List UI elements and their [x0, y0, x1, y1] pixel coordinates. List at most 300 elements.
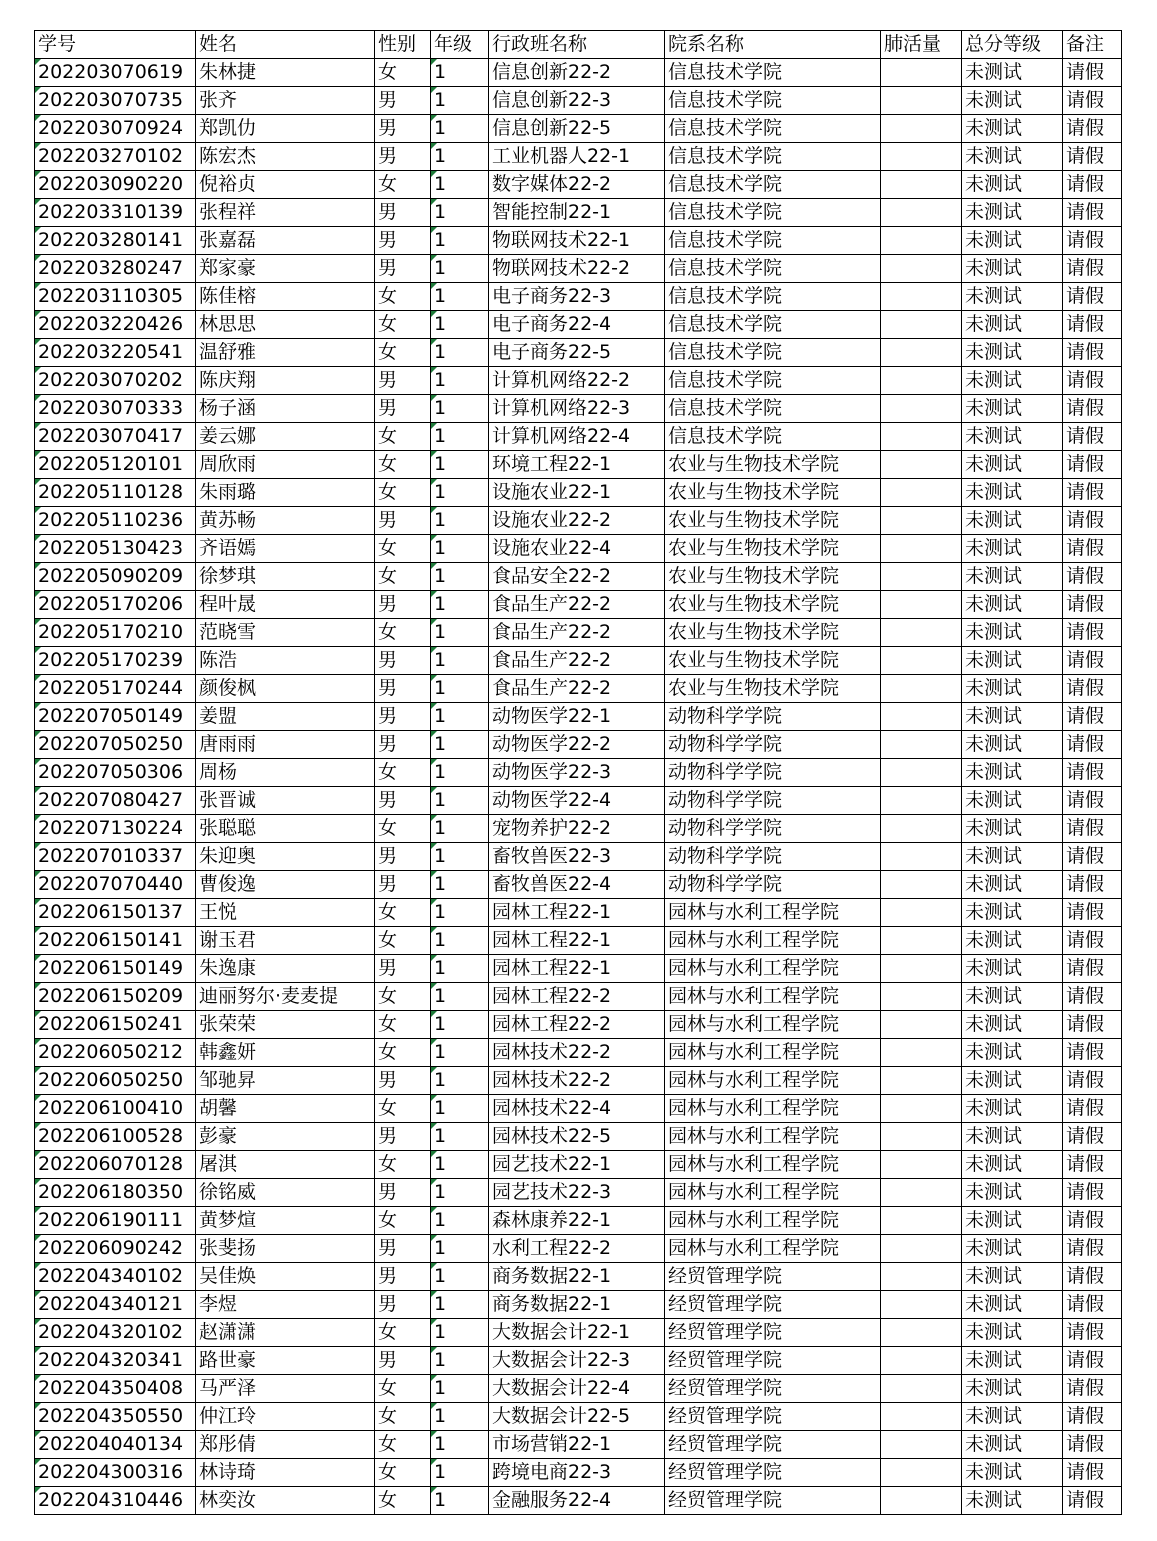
header-total-level: 总分等级	[962, 31, 1063, 59]
cell-grade: 1	[431, 143, 489, 171]
cell-department: 农业与生物技术学院	[665, 563, 881, 591]
cell-total-level: 未测试	[962, 143, 1063, 171]
cell-class: 园林技术22-2	[489, 1067, 665, 1095]
cell-lung-capacity	[881, 563, 962, 591]
table-row	[35, 367, 1122, 395]
header-gender: 性别	[375, 31, 431, 59]
cell-grade: 1	[431, 507, 489, 535]
cell-gender: 男	[375, 675, 431, 703]
cell-student-id: 202206150141	[35, 927, 196, 955]
cell-total-level: 未测试	[962, 87, 1063, 115]
cell-department: 信息技术学院	[665, 227, 881, 255]
cell-department: 信息技术学院	[665, 59, 881, 87]
cell-class: 设施农业22-4	[489, 535, 665, 563]
cell-gender: 男	[375, 1263, 431, 1291]
cell-student-id: 202203070333	[35, 395, 196, 423]
cell-remarks: 请假	[1063, 1123, 1122, 1151]
cell-remarks: 请假	[1063, 479, 1122, 507]
cell-department: 园林与水利工程学院	[665, 1011, 881, 1039]
cell-total-level: 未测试	[962, 1459, 1063, 1487]
table-row	[35, 255, 1122, 283]
cell-grade: 1	[431, 759, 489, 787]
cell-student-id: 202206190111	[35, 1207, 196, 1235]
cell-department: 农业与生物技术学院	[665, 619, 881, 647]
table-row	[35, 1151, 1122, 1179]
cell-lung-capacity	[881, 1459, 962, 1487]
cell-remarks: 请假	[1063, 1459, 1122, 1487]
cell-student-id: 202207080427	[35, 787, 196, 815]
cell-student-id: 202203090220	[35, 171, 196, 199]
cell-class: 园艺技术22-3	[489, 1179, 665, 1207]
cell-class: 计算机网络22-4	[489, 423, 665, 451]
table-row	[35, 1375, 1122, 1403]
cell-grade: 1	[431, 1431, 489, 1459]
cell-lung-capacity	[881, 1039, 962, 1067]
cell-name: 周杨	[196, 759, 375, 787]
cell-grade: 1	[431, 1403, 489, 1431]
cell-gender: 男	[375, 1123, 431, 1151]
cell-total-level: 未测试	[962, 59, 1063, 87]
cell-grade: 1	[431, 423, 489, 451]
cell-department: 信息技术学院	[665, 87, 881, 115]
cell-gender: 女	[375, 1039, 431, 1067]
cell-total-level: 未测试	[962, 927, 1063, 955]
cell-remarks: 请假	[1063, 143, 1122, 171]
cell-grade: 1	[431, 871, 489, 899]
table-row	[35, 983, 1122, 1011]
cell-student-id: 202205110236	[35, 507, 196, 535]
cell-gender: 男	[375, 227, 431, 255]
cell-department: 经贸管理学院	[665, 1291, 881, 1319]
cell-total-level: 未测试	[962, 1319, 1063, 1347]
cell-grade: 1	[431, 479, 489, 507]
cell-remarks: 请假	[1063, 1291, 1122, 1319]
cell-grade: 1	[431, 255, 489, 283]
cell-gender: 女	[375, 1487, 431, 1515]
cell-department: 园林与水利工程学院	[665, 927, 881, 955]
cell-gender: 男	[375, 843, 431, 871]
cell-student-id: 202207050306	[35, 759, 196, 787]
cell-total-level: 未测试	[962, 1179, 1063, 1207]
cell-name: 杨子涵	[196, 395, 375, 423]
cell-lung-capacity	[881, 1487, 962, 1515]
cell-gender: 男	[375, 1291, 431, 1319]
cell-student-id: 202204350550	[35, 1403, 196, 1431]
cell-name: 周欣雨	[196, 451, 375, 479]
header-row	[35, 31, 1122, 59]
table-row	[35, 563, 1122, 591]
table-row	[35, 171, 1122, 199]
cell-remarks: 请假	[1063, 703, 1122, 731]
table-row	[35, 59, 1122, 87]
cell-grade: 1	[431, 675, 489, 703]
cell-student-id: 202203280247	[35, 255, 196, 283]
cell-gender: 男	[375, 115, 431, 143]
cell-name: 陈庆翔	[196, 367, 375, 395]
header-lung-capacity: 肺活量	[881, 31, 962, 59]
table-row	[35, 143, 1122, 171]
cell-name: 郑彤倩	[196, 1431, 375, 1459]
cell-class: 食品生产22-2	[489, 619, 665, 647]
cell-grade: 1	[431, 1179, 489, 1207]
cell-grade: 1	[431, 59, 489, 87]
cell-class: 大数据会计22-1	[489, 1319, 665, 1347]
cell-class: 园林技术22-2	[489, 1039, 665, 1067]
cell-remarks: 请假	[1063, 451, 1122, 479]
cell-gender: 女	[375, 1319, 431, 1347]
cell-gender: 女	[375, 479, 431, 507]
cell-total-level: 未测试	[962, 1347, 1063, 1375]
cell-grade: 1	[431, 1095, 489, 1123]
table-row	[35, 1291, 1122, 1319]
cell-grade: 1	[431, 843, 489, 871]
cell-gender: 女	[375, 311, 431, 339]
cell-lung-capacity	[881, 955, 962, 983]
table-row	[35, 451, 1122, 479]
cell-lung-capacity	[881, 423, 962, 451]
cell-student-id: 202203310139	[35, 199, 196, 227]
cell-total-level: 未测试	[962, 339, 1063, 367]
cell-name: 张嘉磊	[196, 227, 375, 255]
cell-class: 商务数据22-1	[489, 1263, 665, 1291]
cell-name: 黄梦煊	[196, 1207, 375, 1235]
cell-total-level: 未测试	[962, 507, 1063, 535]
cell-lung-capacity	[881, 1067, 962, 1095]
cell-grade: 1	[431, 451, 489, 479]
cell-remarks: 请假	[1063, 647, 1122, 675]
cell-total-level: 未测试	[962, 815, 1063, 843]
cell-name: 张齐	[196, 87, 375, 115]
cell-department: 园林与水利工程学院	[665, 955, 881, 983]
cell-class: 计算机网络22-2	[489, 367, 665, 395]
cell-department: 信息技术学院	[665, 283, 881, 311]
cell-class: 动物医学22-2	[489, 731, 665, 759]
cell-student-id: 202206150209	[35, 983, 196, 1011]
table-row	[35, 1095, 1122, 1123]
cell-class: 大数据会计22-4	[489, 1375, 665, 1403]
table-row	[35, 1011, 1122, 1039]
cell-remarks: 请假	[1063, 1151, 1122, 1179]
cell-total-level: 未测试	[962, 479, 1063, 507]
cell-lung-capacity	[881, 339, 962, 367]
cell-name: 朱逸康	[196, 955, 375, 983]
cell-class: 电子商务22-4	[489, 311, 665, 339]
cell-lung-capacity	[881, 1431, 962, 1459]
cell-total-level: 未测试	[962, 395, 1063, 423]
cell-grade: 1	[431, 339, 489, 367]
table-row	[35, 1319, 1122, 1347]
cell-grade: 1	[431, 815, 489, 843]
cell-grade: 1	[431, 1459, 489, 1487]
table-row	[35, 843, 1122, 871]
cell-remarks: 请假	[1063, 619, 1122, 647]
cell-class: 水利工程22-2	[489, 1235, 665, 1263]
cell-name: 陈浩	[196, 647, 375, 675]
cell-remarks: 请假	[1063, 1207, 1122, 1235]
cell-remarks: 请假	[1063, 1067, 1122, 1095]
cell-remarks: 请假	[1063, 1235, 1122, 1263]
cell-lung-capacity	[881, 1263, 962, 1291]
cell-gender: 女	[375, 535, 431, 563]
cell-name: 胡馨	[196, 1095, 375, 1123]
cell-student-id: 202203220541	[35, 339, 196, 367]
table-row	[35, 871, 1122, 899]
header-grade: 年级	[431, 31, 489, 59]
cell-class: 智能控制22-1	[489, 199, 665, 227]
cell-name: 林奕汝	[196, 1487, 375, 1515]
cell-department: 农业与生物技术学院	[665, 451, 881, 479]
cell-remarks: 请假	[1063, 395, 1122, 423]
cell-lung-capacity	[881, 675, 962, 703]
cell-gender: 女	[375, 1095, 431, 1123]
cell-lung-capacity	[881, 451, 962, 479]
cell-student-id: 202206150241	[35, 1011, 196, 1039]
cell-lung-capacity	[881, 479, 962, 507]
cell-class: 畜牧兽医22-3	[489, 843, 665, 871]
cell-department: 信息技术学院	[665, 255, 881, 283]
cell-class: 园林工程22-1	[489, 955, 665, 983]
cell-remarks: 请假	[1063, 1179, 1122, 1207]
cell-student-id: 202205170206	[35, 591, 196, 619]
cell-lung-capacity	[881, 1011, 962, 1039]
cell-remarks: 请假	[1063, 1263, 1122, 1291]
cell-class: 园林工程22-2	[489, 1011, 665, 1039]
cell-class: 园林技术22-5	[489, 1123, 665, 1151]
cell-name: 迪丽努尔·麦麦提	[196, 983, 375, 1011]
table-row	[35, 675, 1122, 703]
cell-lung-capacity	[881, 255, 962, 283]
table-row	[35, 507, 1122, 535]
cell-total-level: 未测试	[962, 535, 1063, 563]
cell-gender: 女	[375, 619, 431, 647]
table-row	[35, 115, 1122, 143]
cell-lung-capacity	[881, 1375, 962, 1403]
table-row	[35, 1431, 1122, 1459]
cell-grade: 1	[431, 619, 489, 647]
cell-gender: 男	[375, 507, 431, 535]
cell-total-level: 未测试	[962, 843, 1063, 871]
cell-gender: 男	[375, 1235, 431, 1263]
cell-department: 农业与生物技术学院	[665, 507, 881, 535]
header-department: 院系名称	[665, 31, 881, 59]
cell-department: 园林与水利工程学院	[665, 1123, 881, 1151]
cell-total-level: 未测试	[962, 1123, 1063, 1151]
table-row	[35, 535, 1122, 563]
cell-name: 朱雨璐	[196, 479, 375, 507]
cell-department: 经贸管理学院	[665, 1431, 881, 1459]
table-row	[35, 339, 1122, 367]
cell-remarks: 请假	[1063, 1319, 1122, 1347]
cell-remarks: 请假	[1063, 1403, 1122, 1431]
cell-name: 张聪聪	[196, 815, 375, 843]
cell-grade: 1	[431, 283, 489, 311]
cell-grade: 1	[431, 1263, 489, 1291]
cell-total-level: 未测试	[962, 311, 1063, 339]
cell-student-id: 202203070417	[35, 423, 196, 451]
cell-remarks: 请假	[1063, 927, 1122, 955]
cell-name: 郑家豪	[196, 255, 375, 283]
cell-lung-capacity	[881, 283, 962, 311]
cell-lung-capacity	[881, 507, 962, 535]
cell-remarks: 请假	[1063, 339, 1122, 367]
table-row	[35, 1235, 1122, 1263]
cell-student-id: 202205090209	[35, 563, 196, 591]
cell-student-id: 202204320341	[35, 1347, 196, 1375]
cell-department: 动物科学学院	[665, 871, 881, 899]
cell-gender: 男	[375, 871, 431, 899]
table-row	[35, 227, 1122, 255]
table-row	[35, 1403, 1122, 1431]
cell-total-level: 未测试	[962, 759, 1063, 787]
cell-total-level: 未测试	[962, 115, 1063, 143]
cell-student-id: 202204040134	[35, 1431, 196, 1459]
cell-lung-capacity	[881, 1319, 962, 1347]
cell-department: 动物科学学院	[665, 787, 881, 815]
table-row	[35, 619, 1122, 647]
cell-class: 食品生产22-2	[489, 591, 665, 619]
cell-remarks: 请假	[1063, 199, 1122, 227]
cell-student-id: 202204320102	[35, 1319, 196, 1347]
cell-class: 信息创新22-2	[489, 59, 665, 87]
cell-department: 信息技术学院	[665, 143, 881, 171]
table-row	[35, 283, 1122, 311]
cell-class: 设施农业22-1	[489, 479, 665, 507]
cell-grade: 1	[431, 703, 489, 731]
cell-student-id: 202203270102	[35, 143, 196, 171]
cell-department: 园林与水利工程学院	[665, 1235, 881, 1263]
cell-lung-capacity	[881, 927, 962, 955]
cell-lung-capacity	[881, 871, 962, 899]
cell-lung-capacity	[881, 759, 962, 787]
cell-department: 园林与水利工程学院	[665, 1151, 881, 1179]
cell-class: 物联网技术22-1	[489, 227, 665, 255]
cell-grade: 1	[431, 367, 489, 395]
cell-grade: 1	[431, 311, 489, 339]
cell-total-level: 未测试	[962, 1011, 1063, 1039]
cell-lung-capacity	[881, 227, 962, 255]
cell-grade: 1	[431, 1235, 489, 1263]
cell-remarks: 请假	[1063, 1039, 1122, 1067]
cell-grade: 1	[431, 1123, 489, 1151]
table-row	[35, 1207, 1122, 1235]
cell-gender: 男	[375, 87, 431, 115]
cell-class: 信息创新22-5	[489, 115, 665, 143]
cell-student-id: 202206050250	[35, 1067, 196, 1095]
cell-lung-capacity	[881, 591, 962, 619]
cell-gender: 女	[375, 759, 431, 787]
cell-name: 朱林捷	[196, 59, 375, 87]
cell-grade: 1	[431, 1347, 489, 1375]
header-student-id: 学号	[35, 31, 196, 59]
cell-lung-capacity	[881, 1207, 962, 1235]
cell-department: 动物科学学院	[665, 843, 881, 871]
cell-total-level: 未测试	[962, 451, 1063, 479]
cell-lung-capacity	[881, 535, 962, 563]
cell-student-id: 202205170244	[35, 675, 196, 703]
cell-lung-capacity	[881, 1291, 962, 1319]
cell-gender: 女	[375, 563, 431, 591]
cell-grade: 1	[431, 563, 489, 591]
cell-total-level: 未测试	[962, 255, 1063, 283]
cell-department: 动物科学学院	[665, 815, 881, 843]
cell-grade: 1	[431, 899, 489, 927]
cell-total-level: 未测试	[962, 227, 1063, 255]
cell-class: 动物医学22-4	[489, 787, 665, 815]
cell-department: 信息技术学院	[665, 115, 881, 143]
cell-lung-capacity	[881, 1151, 962, 1179]
cell-department: 经贸管理学院	[665, 1375, 881, 1403]
cell-student-id: 202203070735	[35, 87, 196, 115]
cell-class: 园艺技术22-1	[489, 1151, 665, 1179]
cell-class: 金融服务22-4	[489, 1487, 665, 1515]
cell-grade: 1	[431, 87, 489, 115]
cell-lung-capacity	[881, 647, 962, 675]
cell-total-level: 未测试	[962, 871, 1063, 899]
cell-name: 徐梦琪	[196, 563, 375, 591]
cell-remarks: 请假	[1063, 563, 1122, 591]
cell-department: 动物科学学院	[665, 703, 881, 731]
cell-grade: 1	[431, 1291, 489, 1319]
cell-remarks: 请假	[1063, 815, 1122, 843]
cell-student-id: 202206150137	[35, 899, 196, 927]
cell-gender: 男	[375, 591, 431, 619]
cell-remarks: 请假	[1063, 171, 1122, 199]
cell-gender: 女	[375, 1431, 431, 1459]
cell-class: 畜牧兽医22-4	[489, 871, 665, 899]
table-row	[35, 199, 1122, 227]
cell-name: 倪裕贞	[196, 171, 375, 199]
cell-gender: 男	[375, 787, 431, 815]
cell-lung-capacity	[881, 59, 962, 87]
cell-class: 商务数据22-1	[489, 1291, 665, 1319]
cell-student-id: 202206150149	[35, 955, 196, 983]
cell-gender: 女	[375, 899, 431, 927]
cell-student-id: 202207010337	[35, 843, 196, 871]
cell-department: 农业与生物技术学院	[665, 591, 881, 619]
cell-class: 园林工程22-1	[489, 899, 665, 927]
cell-department: 经贸管理学院	[665, 1319, 881, 1347]
cell-name: 徐铭威	[196, 1179, 375, 1207]
cell-remarks: 请假	[1063, 675, 1122, 703]
table-row	[35, 87, 1122, 115]
cell-class: 动物医学22-1	[489, 703, 665, 731]
cell-gender: 女	[375, 927, 431, 955]
cell-name: 张程祥	[196, 199, 375, 227]
cell-name: 黄苏畅	[196, 507, 375, 535]
cell-department: 园林与水利工程学院	[665, 899, 881, 927]
cell-lung-capacity	[881, 1347, 962, 1375]
cell-name: 邹驰昇	[196, 1067, 375, 1095]
cell-gender: 女	[375, 1151, 431, 1179]
cell-remarks: 请假	[1063, 1011, 1122, 1039]
cell-name: 吴佳焕	[196, 1263, 375, 1291]
header-remarks: 备注	[1063, 31, 1122, 59]
cell-remarks: 请假	[1063, 983, 1122, 1011]
cell-total-level: 未测试	[962, 283, 1063, 311]
cell-lung-capacity	[881, 143, 962, 171]
cell-total-level: 未测试	[962, 563, 1063, 591]
cell-student-id: 202207050250	[35, 731, 196, 759]
cell-department: 农业与生物技术学院	[665, 479, 881, 507]
table-row	[35, 731, 1122, 759]
cell-gender: 男	[375, 367, 431, 395]
cell-total-level: 未测试	[962, 591, 1063, 619]
cell-department: 园林与水利工程学院	[665, 983, 881, 1011]
cell-class: 大数据会计22-5	[489, 1403, 665, 1431]
cell-class: 园林工程22-1	[489, 927, 665, 955]
cell-student-id: 202205130423	[35, 535, 196, 563]
cell-lung-capacity	[881, 311, 962, 339]
